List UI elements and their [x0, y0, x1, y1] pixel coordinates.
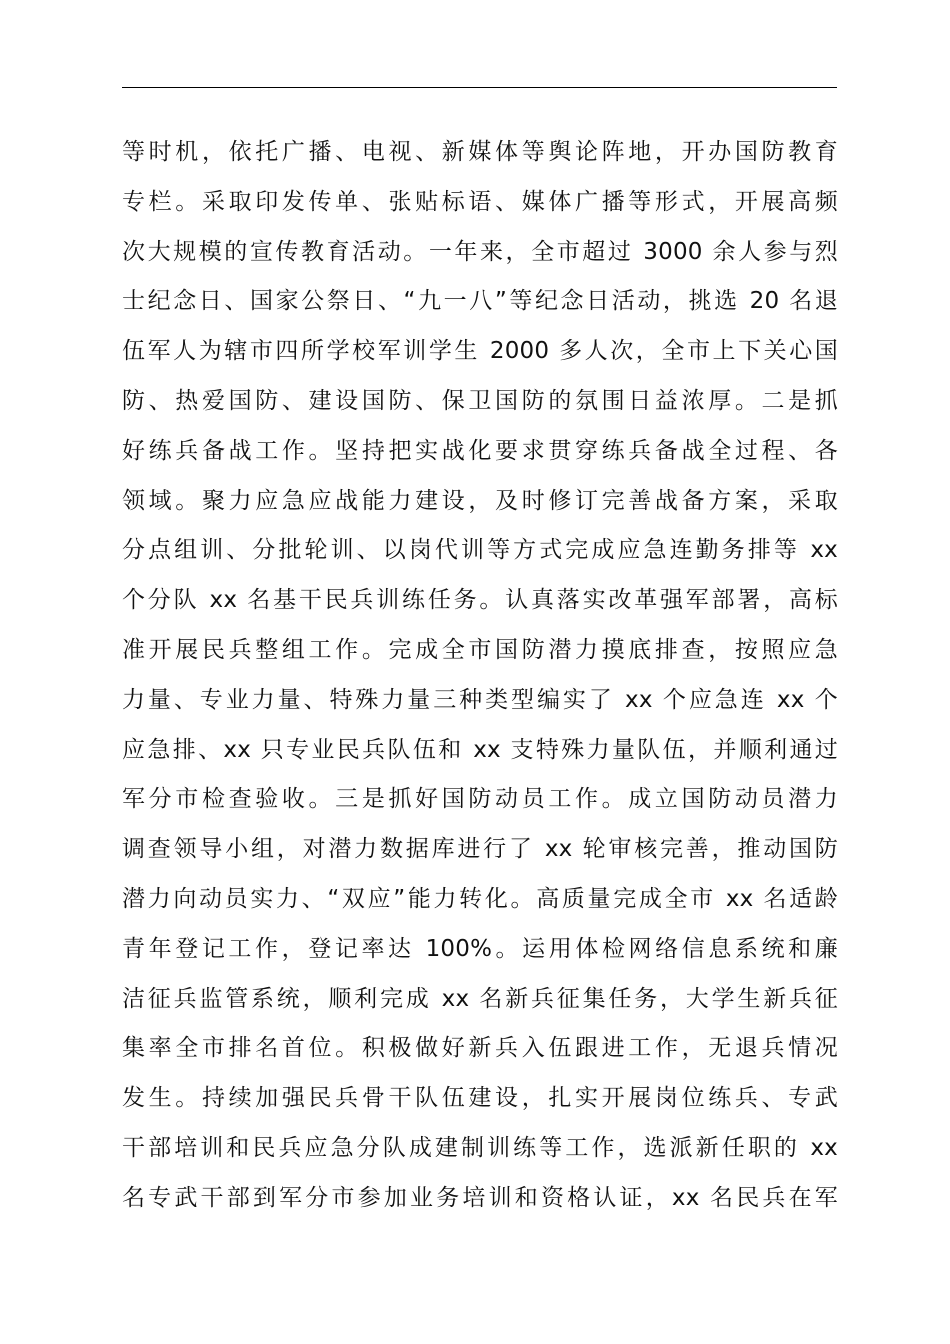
text-line: 专栏。采取印发传单、张贴标语、媒体广播等形式，开展高频: [122, 188, 838, 215]
text-line: 领域。聚力应急应战能力建设，及时修订完善战备方案，采取: [122, 487, 838, 514]
text-line: 名专武干部到军分市参加业务培训和资格认证，xx 名民兵在军: [122, 1184, 838, 1211]
text-line: 个分队 xx 名基干民兵训练任务。认真落实改革强军部署，高标: [122, 587, 838, 614]
text-line: 军分市检查验收。三是抓好国防动员工作。成立国防动员潜力: [122, 786, 838, 813]
body-paragraph: [122, 128, 838, 1224]
text-line: 防、热爱国防、建设国防、保卫国防的氛围日益浓厚。二是抓: [122, 387, 838, 414]
text-line: 潜力向动员实力、“双应”能力转化。高质量完成全市 xx 名适龄: [122, 885, 838, 912]
text-line: 等时机，依托广播、电视、新媒体等舆论阵地，开办国防教育: [122, 139, 838, 165]
text-line: 调查领导小组，对潜力数据库进行了 xx 轮审核完善，推动国防: [122, 836, 838, 863]
text-line: 应急排、xx 只专业民兵队伍和 xx 支特殊力量队伍，并顺利通过: [122, 736, 838, 763]
text-line: 次大规模的宣传教育活动。一年来，全市超过 3000 余人参与烈: [122, 238, 838, 265]
text-line: 洁征兵监管系统，顺利完成 xx 名新兵征集任务，大学生新兵征: [122, 985, 838, 1012]
header-rule: [122, 87, 837, 88]
text-line: 力量、专业力量、特殊力量三种类型编实了 xx 个应急连 xx 个: [122, 686, 838, 713]
text-line: 发生。持续加强民兵骨干队伍建设，扎实开展岗位练兵、专武: [122, 1085, 838, 1112]
text-line: 干部培训和民兵应急分队成建制训练等工作，选派新任职的 xx: [122, 1134, 838, 1161]
text-line: 伍军人为辖市四所学校军训学生 2000 多人次，全市上下关心国: [122, 338, 838, 365]
text-line: 好练兵备战工作。坚持把实战化要求贯穿练兵备战全过程、各: [122, 437, 838, 464]
text-line: 士纪念日、国家公祭日、“九一八”等纪念日活动，挑选 20 名退: [122, 288, 838, 315]
text-line: 集率全市排名首位。积极做好新兵入伍跟进工作，无退兵情况: [122, 1035, 838, 1062]
text-line: 分点组训、分批轮训、以岗代训等方式完成应急连勤务排等 xx: [122, 537, 838, 564]
text-line: 准开展民兵整组工作。完成全市国防潜力摸底排查，按照应急: [122, 636, 838, 663]
text-line: 青年登记工作，登记率达 100%。运用体检网络信息系统和廉: [122, 935, 838, 962]
